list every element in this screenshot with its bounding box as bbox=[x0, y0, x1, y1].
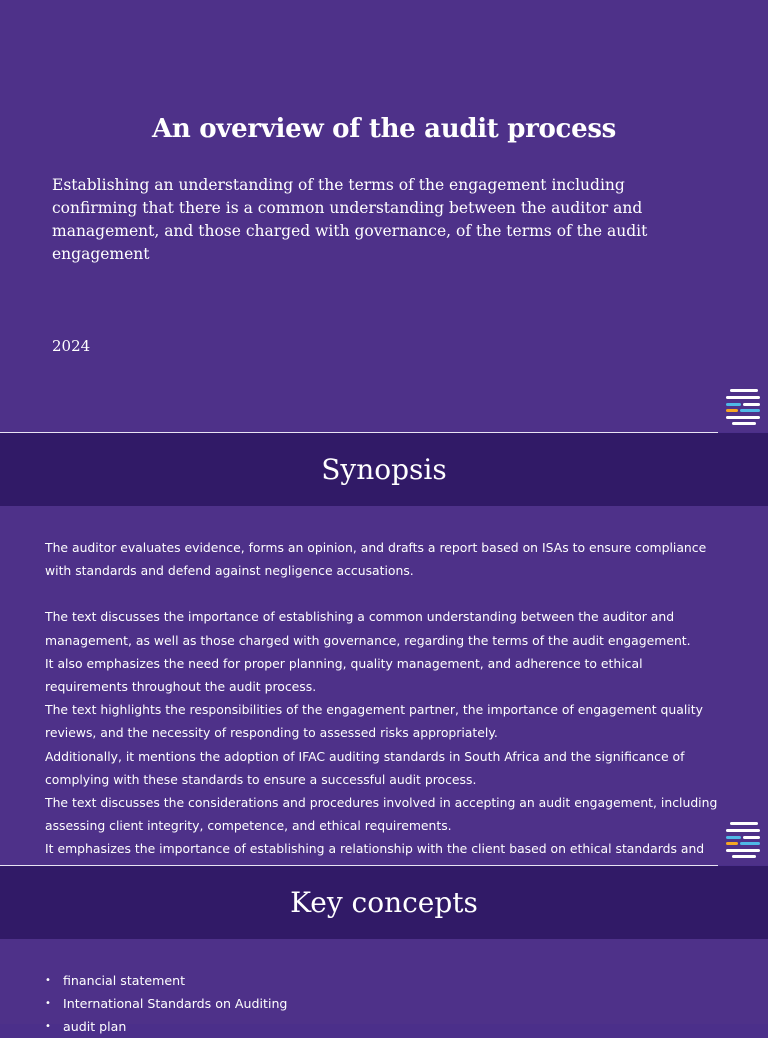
synopsis-paragraph: The text discusses the considerations and procedures involved in accepting an audit engagement, including assessing client integrity, competence, and ethical requirements. bbox=[45, 795, 718, 834]
list-item: • financial statement bbox=[45, 969, 287, 992]
synopsis-paragraph: It also emphasizes the need for proper planning, quality management, and adherence to ethical requirements throughout the audit process. bbox=[45, 655, 643, 695]
key-concepts-list bbox=[45, 969, 287, 1038]
striped-lines-logo-icon bbox=[726, 822, 760, 858]
section-header-band bbox=[0, 433, 768, 506]
key-concepts-slide bbox=[0, 866, 768, 1034]
synopsis-paragraph: Additionally, it mentions the adoption of IFAC auditing standards in South Africa and the significance of complying with these standards to ensure a successful audit process. bbox=[45, 748, 685, 787]
key-concepts-heading: Key concepts bbox=[290, 886, 478, 919]
document-year: 2024 bbox=[52, 337, 91, 355]
synopsis-paragraph: It emphasizes the importance of establishing a relationship with the client based on ethical standards and bbox=[45, 841, 705, 857]
synopsis-paragraph: The text highlights the responsibilities of the engagement partner, the importance of engagement quality reviews, and the necessity of responding to assessed risks appropriately. bbox=[45, 702, 703, 741]
section-header-band bbox=[0, 866, 768, 939]
striped-lines-logo-icon bbox=[726, 389, 760, 425]
synopsis-slide bbox=[0, 433, 768, 865]
title-slide bbox=[0, 0, 768, 432]
synopsis-heading: Synopsis bbox=[321, 453, 447, 486]
synopsis-body bbox=[45, 536, 720, 861]
document-subtitle: Establishing an understanding of the terms of the engagement including confirming that there is a common understanding between the auditor and management, and those charged with governance, of the terms of the audit engagement bbox=[52, 176, 648, 263]
list-item: • audit plan bbox=[45, 1015, 287, 1038]
synopsis-paragraph: The auditor evaluates evidence, forms an opinion, and drafts a report based on ISAs to ensure compliance with standards and defend against negligence accusations. bbox=[45, 540, 707, 579]
document-title: An overview of the audit process bbox=[152, 114, 616, 144]
list-item: • International Standards on Auditing bbox=[45, 992, 287, 1015]
synopsis-paragraph: The text discusses the importance of establishing a common understanding between the auditor and management, as well as those charged with governance, regarding the terms of the audit engagement. bbox=[45, 609, 691, 648]
